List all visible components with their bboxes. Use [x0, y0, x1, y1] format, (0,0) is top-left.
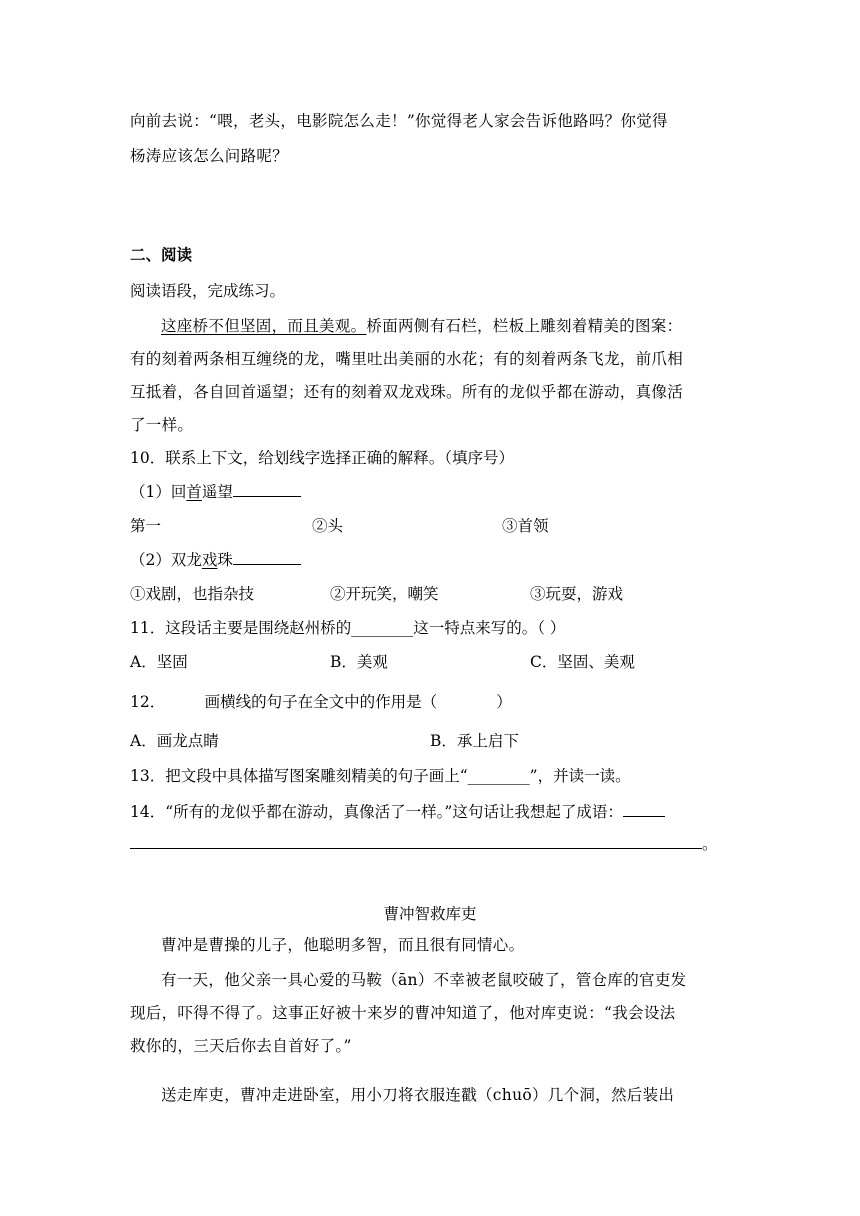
q10-sub1-suffix: 遥望: [201, 483, 233, 501]
q10-sub2-suffix: 珠: [217, 551, 233, 569]
story-paragraph-1: 曹冲是曹操的儿子，他聪明多智，而且很有同情心。: [161, 936, 525, 954]
q10-sub2-prefix: （2）双龙: [130, 551, 202, 569]
q14-answer-line: [130, 834, 718, 854]
q10-sub2: [130, 550, 301, 570]
q10-sub2-answer-blank[interactable]: [233, 550, 301, 565]
passage-line-1: [161, 316, 682, 336]
instruction: 阅读语段，完成练习。: [130, 282, 286, 300]
q11-stem: 11．这段话主要是围绕赵州桥的________这一特点来写的。（ ）: [130, 619, 566, 637]
intro-line-2: 杨涛应该怎么问路呢？: [130, 147, 289, 165]
q10-sub1-answer-blank[interactable]: [233, 482, 301, 497]
q14-stem-text: 14．“所有的龙似乎都在游动，真像活了一样。”这句话让我想起了成语：: [130, 803, 623, 821]
q10-sub2-char: 戏: [201, 551, 218, 569]
intro-line-1: 向前去说：“喂，老头，电影院怎么走！”你觉得老人家会告诉他路吗？你觉得: [130, 112, 668, 130]
q10-sub1-prefix: （1）回: [130, 483, 187, 501]
q14-answer-blank-line[interactable]: [130, 834, 702, 849]
passage-line-2: 有的刻着两条相互缠绕的龙，嘴里吐出美丽的水花；有的刻着两条飞龙，前爪相: [130, 350, 684, 368]
q14-stem: [130, 802, 665, 822]
story-paragraph-2-line-3: 救你的，三天后你去自首好了。”: [130, 1037, 352, 1055]
q13-stem: 13．把文段中具体描写图案雕刻精美的句子画上“________”，并读一读。: [130, 767, 631, 785]
q12-option-b[interactable]: B．承上启下: [430, 732, 519, 750]
q10-sub2-option-2: ②开玩笑，嘲笑: [330, 585, 439, 603]
q10-sub1-option-1: 第一: [130, 517, 162, 535]
story-title: 曹冲智救库吏: [383, 905, 477, 923]
q10-sub1: [130, 482, 301, 502]
story-paragraph-3-line-1: 送走库吏，曹冲走进卧室，用小刀将衣服连戳（chuō）几个洞，然后装出: [161, 1086, 675, 1104]
q10-sub2-option-1: ①戏剧，也指杂技: [130, 585, 255, 603]
q11-option-b[interactable]: B．美观: [330, 653, 388, 671]
story-paragraph-2-line-1: 有一天，他父亲一具心爱的马鞍（ān）不幸被老鼠咬破了，管仓库的官吏发: [161, 971, 687, 989]
passage-line-3: 互抵着，各自回首遥望；还有的刻着双龙戏珠。所有的龙似乎都在游动，真像活: [130, 383, 684, 401]
q12-stem: 12． 画横线的句子在全文中的作用是（ ）: [130, 693, 512, 711]
story-paragraph-2-line-2: 现后，吓得不得了。这事正好被十来岁的曹冲知道了，他对库吏说：“我会设法: [130, 1004, 676, 1022]
q10-sub1-option-2: ②头: [312, 517, 344, 535]
section-heading: 二、阅读: [130, 245, 193, 264]
q11-option-c[interactable]: C．坚固、美观: [530, 653, 635, 671]
q14-answer-blank-start[interactable]: [623, 802, 665, 817]
underlined-sentence: 这座桥不但坚固，而且美观。: [161, 317, 367, 335]
passage-line-1-rest: 桥面两侧有石栏，栏板上雕刻着精美的图案：: [366, 317, 683, 335]
q10-stem: 10．联系上下文，给划线字选择正确的解释。（填序号）: [130, 449, 514, 467]
q10-sub2-option-3: ③玩耍，游戏: [530, 585, 624, 603]
q10-sub1-char: 首: [186, 483, 202, 501]
q11-option-a[interactable]: A．坚固: [130, 653, 188, 671]
q12-option-a[interactable]: A．画龙点睛: [130, 732, 219, 750]
passage-line-4: 了一样。: [130, 416, 194, 434]
q14-end-mark: 。: [702, 835, 718, 853]
q10-sub1-option-3: ③首领: [502, 517, 549, 535]
